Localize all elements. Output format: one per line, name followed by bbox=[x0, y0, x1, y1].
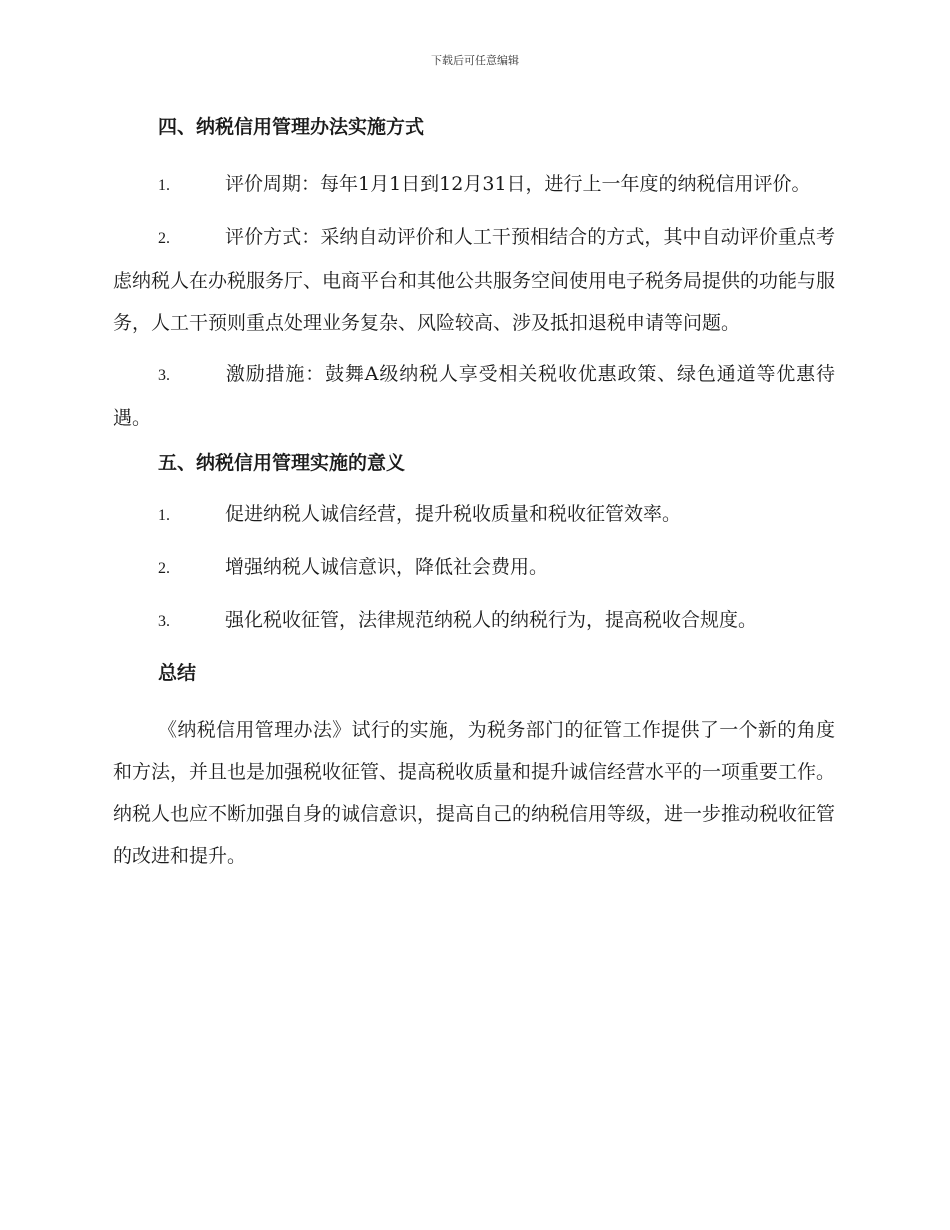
list-item-number: 2. bbox=[158, 230, 170, 247]
list-item-text: 增强纳税人诚信意识，降低社会费用。 bbox=[225, 556, 549, 578]
summary-title: 总结 bbox=[158, 662, 197, 684]
list-item-text: 评价周期：每年1月1日到12月31日，进行上一年度的纳税信用评价。 bbox=[225, 173, 811, 195]
summary-paragraph: 《纳税信用管理办法》试行的实施，为税务部门的征管工作提供了一个新的角度和方法，并且也是加强税收征管、提高税收质量和提升诚信经营水平的一项重要工作。纳税人也应不断加强自身的诚信意识，提高自己的纳税信用等级，进一步推动税收征管的改进和提升。 bbox=[113, 719, 836, 867]
list-item bbox=[113, 552, 835, 584]
list-item-text: 评价方式：采纳自动评价和人工干预相结合的方式，其中自动评价重点考虑纳税人在办税服务厅、电商平台和其他公共服务空间使用电子税务局提供的功能与服务，人工干预则重点处理业务复杂、风险较高、涉及抵扣退税申请等问题。 bbox=[113, 226, 836, 334]
list-item-number: 1. bbox=[158, 507, 170, 524]
list-item-number: 3. bbox=[158, 613, 170, 630]
document-body bbox=[113, 112, 835, 877]
section-four-title: 四、纳税信用管理办法实施方式 bbox=[158, 116, 425, 138]
list-item-number: 2. bbox=[158, 560, 170, 577]
list-item-text: 促进纳税人诚信经营，提升税收质量和税收征管效率。 bbox=[225, 503, 682, 525]
list-item-text: 强化税收征管，法律规范纳税人的纳税行为，提高税收合规度。 bbox=[225, 609, 758, 631]
list-item bbox=[113, 499, 835, 531]
section-five-title: 五、纳税信用管理实施的意义 bbox=[158, 452, 406, 474]
list-item bbox=[113, 605, 835, 637]
list-item-text: 激励措施：鼓舞A级纳税人享受相关税收优惠政策、绿色通道等优惠待遇。 bbox=[113, 363, 835, 429]
list-item bbox=[113, 216, 835, 344]
page-header: 下载后可任意编辑 bbox=[431, 54, 519, 67]
list-item-number: 1. bbox=[158, 177, 170, 194]
list-item bbox=[113, 163, 835, 207]
list-item-number: 3. bbox=[158, 367, 170, 384]
list-item bbox=[113, 353, 835, 439]
